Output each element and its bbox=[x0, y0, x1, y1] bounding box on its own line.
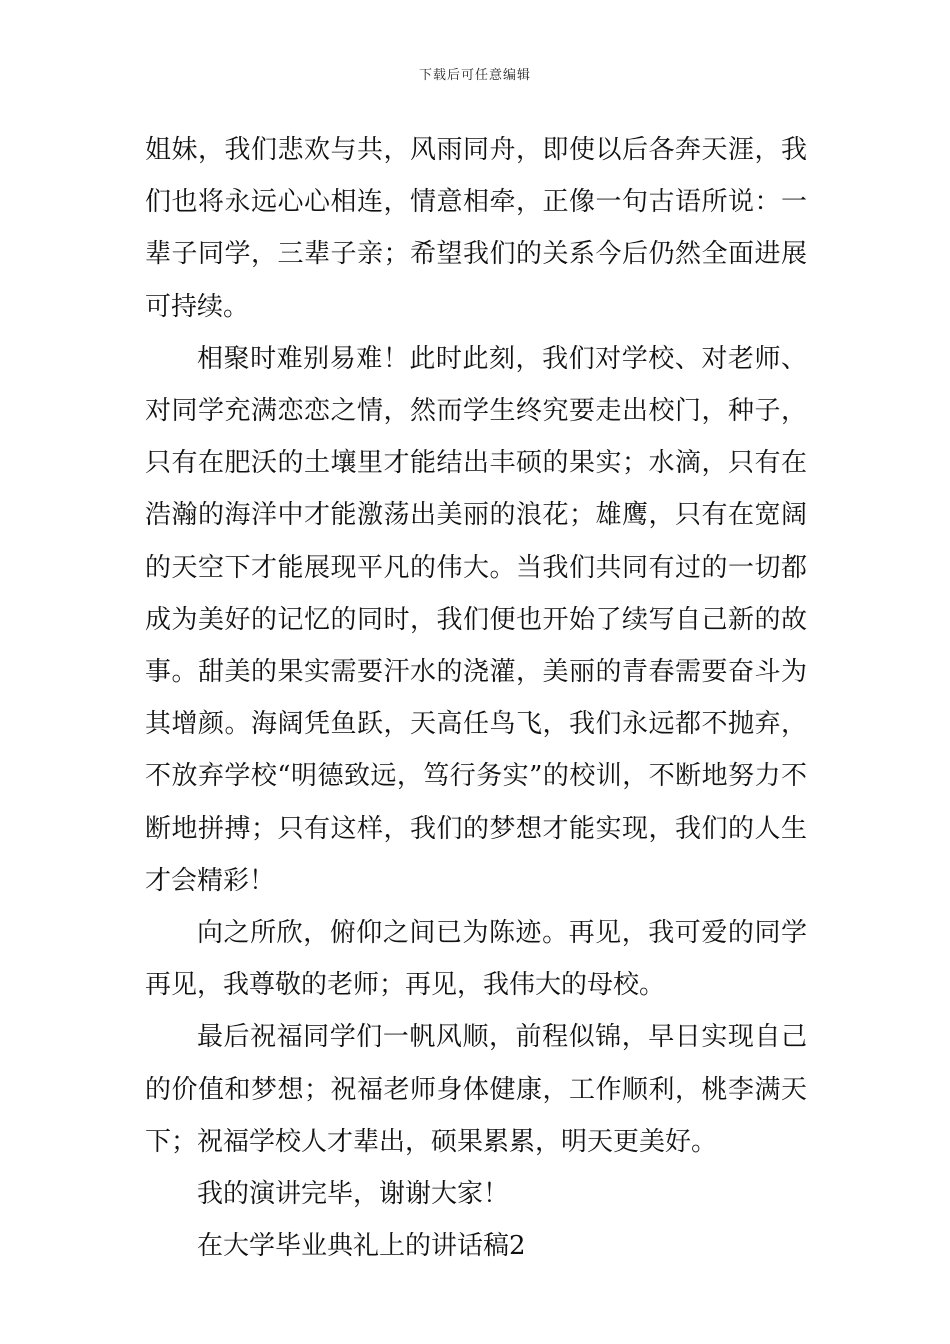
paragraph-closing: 我的演讲完毕，谢谢大家！ bbox=[197, 1179, 510, 1210]
paragraph-goodbye: 向之所欣，俯仰之间已为陈迹。再见，我可爱的同学再见，我尊敬的老师；再见，我伟大的母校。 bbox=[145, 918, 807, 1001]
document-body bbox=[145, 124, 807, 1272]
page-header: 下载后可任意编辑 bbox=[418, 68, 531, 83]
paragraph-farewell: 相聚时难别易难！此时此刻，我们对学校、对老师、对同学充满恋恋之情，然而学生终究要走出校门，种子，只有在肥沃的土壤里才能结出丰硕的果实；水滴，只有在浩瀚的海洋中才能激荡出美丽的浪花；雄鹰，只有在宽阔的天空下才能展现平凡的伟大。当我们共同有过的一切都成为美好的记忆的同时，我们便也开始了续写自己新的故事。甜美的果实需要汗水的浇灌，美丽的青春需要奋斗为其增颜。海阔凭鱼跃，天高任鸟飞，我们永远都不抛弃，不放弃学校“明德致远，笃行务实”的校训，不断地努力不断地拼搏；只有这样，我们的梦想才能实现，我们的人生才会精彩！ bbox=[145, 343, 807, 896]
next-section-title: 在大学毕业典礼上的讲话稿2 bbox=[197, 1231, 526, 1262]
paragraph-continuation: 姐妹，我们悲欢与共，风雨同舟，即使以后各奔天涯，我们也将永远心心相连，情意相牵，正像一句古语所说：一辈子同学，三辈子亲；希望我们的关系今后仍然全面进展可持续。 bbox=[145, 135, 807, 322]
paragraph-blessing: 最后祝福同学们一帆风顺，前程似锦，早日实现自己的价值和梦想；祝福老师身体健康，工作顺利，桃李满天下；祝福学校人才辈出，硕果累累，明天更美好。 bbox=[145, 1022, 807, 1157]
